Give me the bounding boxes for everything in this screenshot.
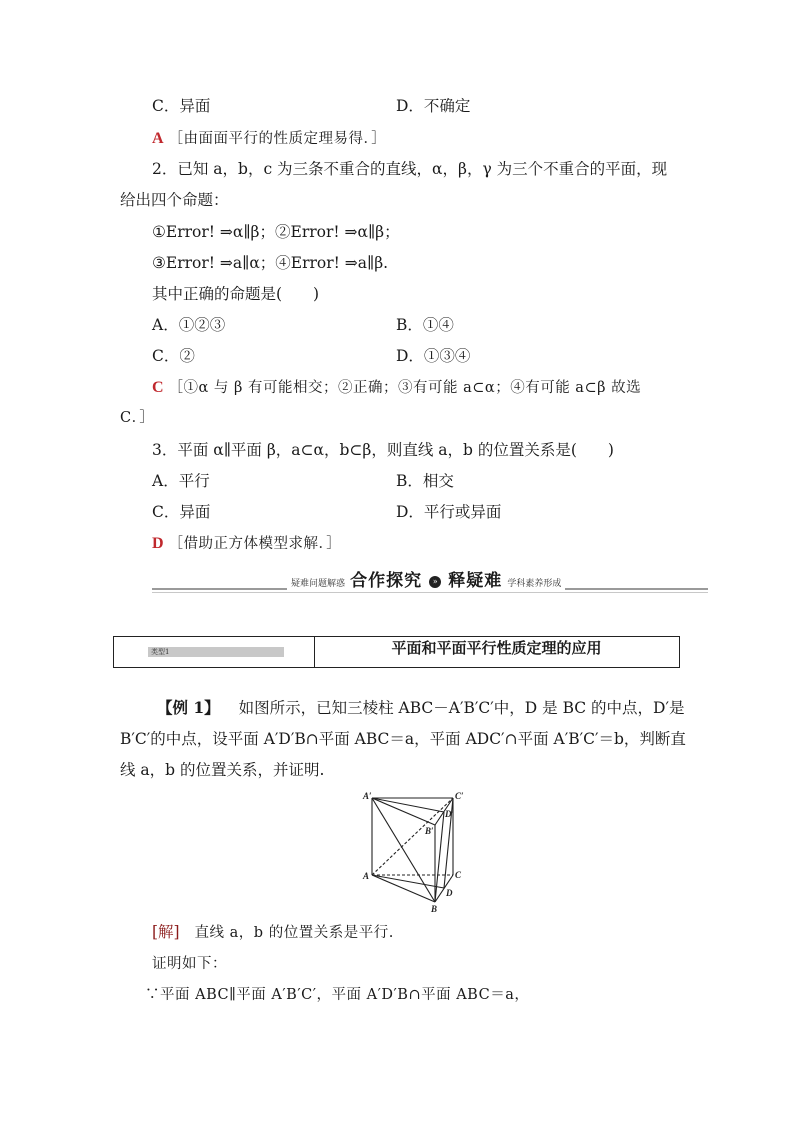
q3-answer-note: ［借助正方体模型求解．］: [168, 536, 342, 552]
q2-answer-note-line1: ［①α 与 β 有可能相交；②正确；③有可能 a⊂α；④有可能 a⊂β 故选: [168, 380, 642, 396]
banner-text: [287, 566, 565, 591]
line-dprime-b: [435, 812, 444, 902]
q3-option-c: C．异面: [152, 503, 211, 521]
q1-option-d: D．不确定: [396, 97, 471, 115]
q2-answer: [152, 377, 641, 398]
banner-rule-bottom: [152, 592, 708, 593]
label-d: D: [446, 888, 453, 898]
q2-option-c: C．②: [152, 347, 195, 365]
label-b: B: [431, 904, 438, 914]
q3-option-d: D．平行或异面: [396, 503, 502, 521]
solution-line2: 证明如下：: [152, 956, 227, 972]
line-a-d: [372, 875, 444, 888]
line-a-cprime-hidden: [372, 798, 453, 875]
type-box: [113, 636, 680, 668]
example-line2: B′C′的中点，设平面 A′D′B∩平面 ABC＝a，平面 ADC′∩平面 A′B′C′＝b，判断直: [120, 730, 686, 748]
label-cprime: C′: [455, 791, 464, 801]
q2-question: 其中正确的命题是( ): [152, 285, 320, 303]
example-tag: 【例 1】: [157, 698, 220, 717]
q2-answer-letter: C: [152, 379, 164, 396]
example-first-line: [157, 698, 684, 718]
q2-stem-line2: 给出四个命题：: [120, 191, 229, 209]
q2-prop-line1: ①Error! ⇒α∥β；②Error! ⇒α∥β；: [152, 223, 400, 241]
line-aprime-b: [372, 798, 435, 902]
label-dprime: D′: [445, 809, 455, 819]
q2-option-d: D．①③④: [396, 347, 471, 365]
example-line1: 如图所示，已知三棱柱 ABC－A′B′C′中，D 是 BC 的中点，D′是: [238, 699, 685, 717]
q1-answer-note: ［由面面平行的性质定理易得．］: [168, 131, 387, 147]
q1-answer-letter: A: [152, 130, 164, 147]
prism-figure: [355, 790, 467, 915]
edge-a-b: [372, 875, 435, 902]
q3-answer: [152, 533, 341, 554]
label-a: A: [363, 871, 370, 881]
q3-option-b: B．相交: [396, 472, 454, 490]
label-c: C: [455, 870, 462, 880]
type-title: 平面和平面平行性质定理的应用: [391, 639, 602, 657]
label-aprime: A′: [363, 791, 372, 801]
q2-prop-line2: ③Error! ⇒a∥α；④Error! ⇒a∥β.: [152, 254, 389, 272]
banner-arrow-icon: »: [429, 576, 441, 588]
example-line3: 线 a，b 的位置关系，并证明.: [120, 761, 325, 779]
banner-title-part2: 释疑难: [448, 571, 503, 591]
solution-line3: ∵平面 ABC∥平面 A′B′C′，平面 A′D′B∩平面 ABC＝a，: [145, 987, 530, 1003]
type-label: 类型1: [148, 647, 284, 657]
solution-tag: [解]: [152, 923, 180, 941]
q3-answer-letter: D: [152, 535, 164, 552]
q2-option-a: A．①②③: [152, 316, 226, 334]
q3-option-a: A．平行: [152, 472, 210, 490]
q1-option-c: C．异面: [152, 97, 211, 115]
banner-right-small: 学科素养形成: [507, 579, 562, 589]
q2-option-b: B．①④: [396, 316, 454, 334]
banner-title-part1: 合作探究: [350, 571, 423, 591]
q1-answer: [152, 128, 386, 149]
q3-stem: 3．平面 α∥平面 β，a⊂α，b⊂β，则直线 a，b 的位置关系是( ): [152, 441, 614, 459]
label-bprime: B′: [425, 826, 434, 836]
q2-answer-note-line2: C．］: [120, 410, 155, 426]
solution-line1: 直线 a，b 的位置关系是平行.: [194, 925, 394, 941]
edge-aprime-bprime: [372, 798, 435, 825]
solution-first-line: [152, 922, 394, 943]
q2-stem-line1: 2．已知 a，b，c 为三条不重合的直线，α，β，γ 为三个不重合的平面，现: [152, 160, 668, 178]
banner-left-small: 疑难问题解惑: [291, 579, 346, 589]
line-aprime-dprime: [372, 798, 444, 812]
